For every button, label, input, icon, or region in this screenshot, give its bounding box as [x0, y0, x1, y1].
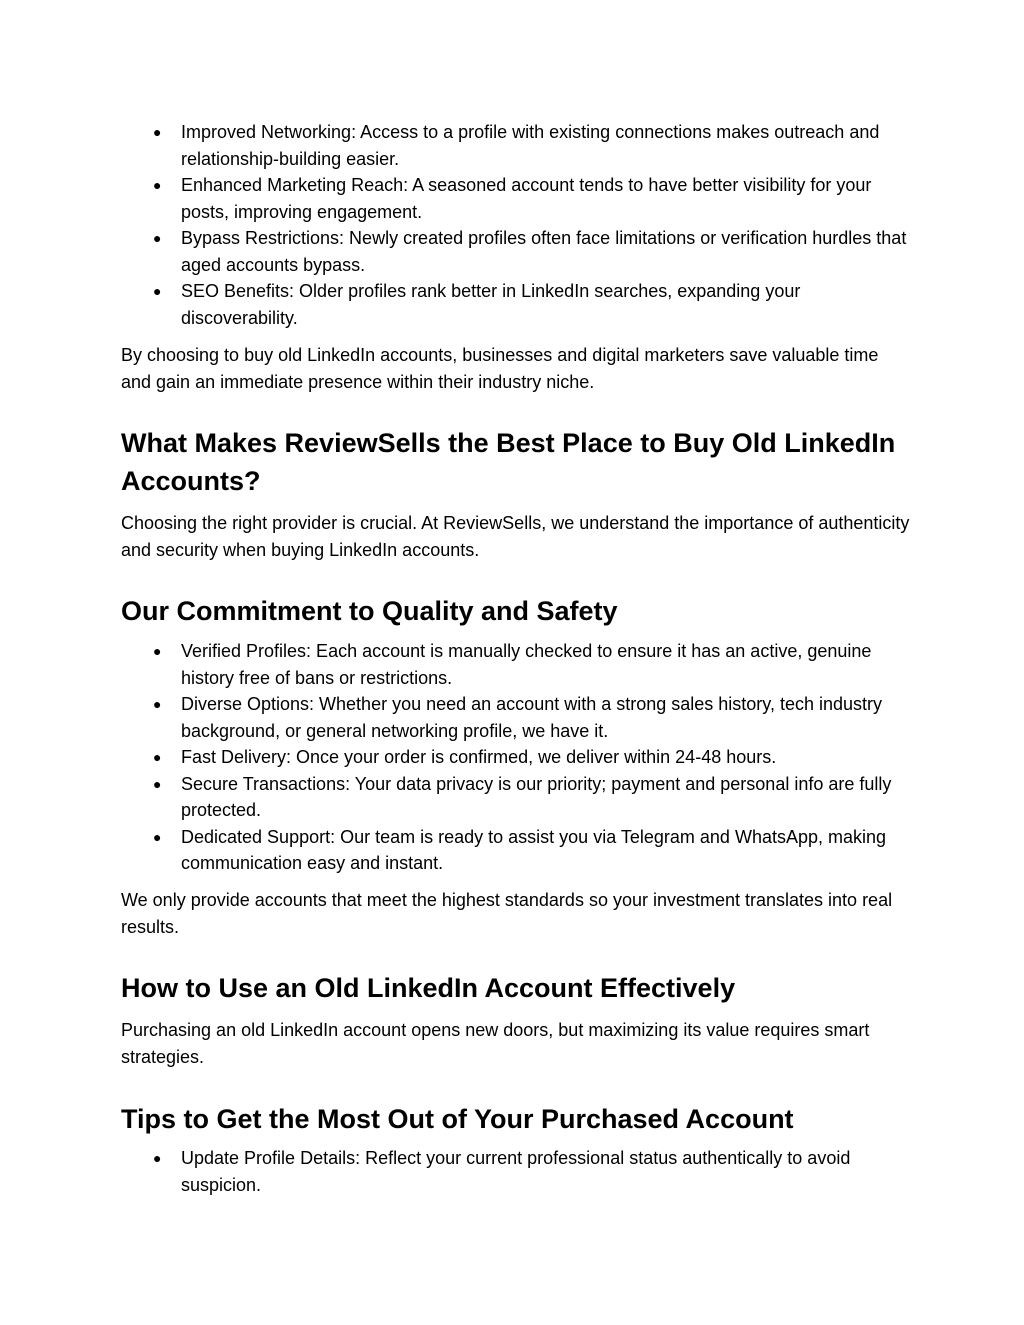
list-item: ● SEO Benefits: Older profiles rank better in LinkedIn searches, expanding your discoverability. — [121, 278, 911, 331]
list-item: ● Dedicated Support: Our team is ready to assist you via Telegram and WhatsApp, making communication easy and instant. — [121, 824, 911, 877]
list-item: ● Verified Profiles: Each account is manually checked to ensure it has an active, genuine history free of bans or restrictions. — [121, 638, 911, 691]
section-heading: How to Use an Old LinkedIn Account Effectively — [121, 973, 736, 1003]
section-heading: Tips to Get the Most Out of Your Purchased Account — [121, 1104, 794, 1134]
list-item: ● Bypass Restrictions: Newly created profiles often face limitations or verification hurdles that aged accounts bypass. — [121, 225, 911, 278]
bullet-icon: ● — [153, 177, 162, 193]
bullet-icon: ● — [153, 696, 162, 712]
list-item: ● Update Profile Details: Reflect your current professional status authentically to avoid suspicion. — [121, 1145, 911, 1198]
bullet-icon: ● — [153, 749, 162, 765]
list-item: ● Secure Transactions: Your data privacy is our priority; payment and personal info are fully protected. — [121, 771, 911, 824]
list-item: ● Fast Delivery: Once your order is confirmed, we deliver within 24-48 hours. — [121, 744, 911, 771]
paragraph: Purchasing an old LinkedIn account opens new doors, but maximizing its value requires smart strategies. — [121, 1020, 870, 1067]
bullet-icon: ● — [153, 828, 162, 845]
bullet-icon: ● — [153, 230, 162, 246]
section-heading: Our Commitment to Quality and Safety — [121, 596, 618, 626]
bullet-icon: ● — [153, 283, 162, 299]
paragraph: By choosing to buy old LinkedIn accounts, businesses and digital marketers save valuable time and gain an immediate presence within their industry niche. — [121, 345, 879, 392]
list-item: ● Enhanced Marketing Reach: A seasoned account tends to have better visibility for your posts, improving engagement. — [121, 172, 911, 225]
tips-list — [121, 1145, 911, 1198]
paragraph: We only provide accounts that meet the highest standards so your investment translates into real results. — [121, 890, 893, 937]
bullet-icon: ● — [153, 643, 162, 659]
list-item: ● Diverse Options: Whether you need an account with a strong sales history, tech industry background, or general networking profile, we have it. — [121, 691, 911, 744]
paragraph: Choosing the right provider is crucial. At ReviewSells, we understand the importance of authenticity and security when buying LinkedIn accounts. — [121, 513, 910, 560]
quality-list — [121, 638, 911, 877]
benefits-list — [121, 119, 911, 331]
section-heading: What Makes ReviewSells the Best Place to Buy Old LinkedIn Accounts? — [121, 428, 896, 496]
bullet-icon: ● — [153, 124, 162, 140]
bullet-icon: ● — [153, 1150, 162, 1166]
list-item: ● Improved Networking: Access to a profile with existing connections makes outreach and relationship-building easier. — [121, 119, 911, 172]
bullet-icon: ● — [153, 775, 162, 792]
